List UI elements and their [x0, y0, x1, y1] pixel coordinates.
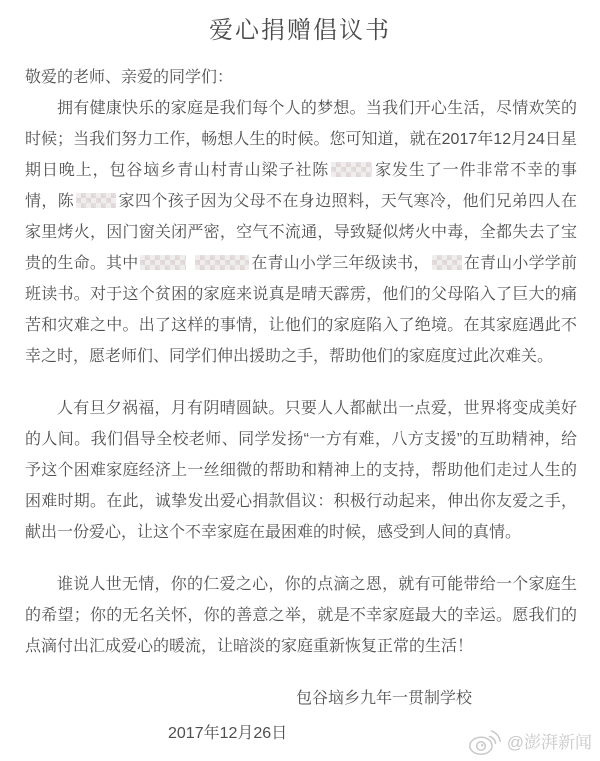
redacted-name — [432, 255, 462, 270]
watermark — [468, 729, 592, 756]
paragraph: 人有旦夕祸福，月有阴晴圆缺。只要人人都献出一点爱，世界将变成美好的人间。我们倡导全校老师、同学发扬“一方有难，八方支援”的互助精神，给予这个困难家庭经济上一丝细微的帮助和精神上的支持，帮助他们走过人生的困难时期。在此，诚挚发出爱心捐款倡议：积极行动起来，伸出你友爱之手，献出一份爱心，让这个不幸家庭在最困难的时候，感受到人间的真情。 — [25, 400, 577, 541]
watermark-text: @澎湃新闻 — [506, 732, 592, 752]
signature-date: 2017年12月26日 — [168, 725, 288, 742]
redacted-name — [76, 193, 116, 208]
weibo-icon — [468, 729, 502, 756]
document-body — [0, 93, 600, 662]
paragraph: 拥有健康快乐的家庭是我们每个人的梦想。当我们开心生活，尽情欢笑的时候；当我们努力工作，畅想人生的时候。您可知道，就在2017年12月24日星期日晚上，包谷垴乡青山村青山梁子社陈 家发生了一件非常不幸的事情，陈 家四个孩子因为父母不在身边照料，天气寒冷，他们兄弟四人在家里烤火，因门窗关闭严密，空气不流通，导致疑似烤火中毒，全都失去了宝贵的生命。其中 在青山小学三年级读书， 在青山小学学前班读书。对于这个贫困的家庭来说真是晴天霹雳，他们的父母陷入了巨大的痛苦和灾难之中。出了这样的事情，让他们的家庭陷入了绝境。在其家庭遇此不幸之时，愿老师们、同学们伸出援助之手，帮助他们的家庭度过此次难关。 — [25, 100, 577, 365]
redacted-name — [195, 255, 249, 270]
paragraph: 谁说人世无情，你的仁爱之心，你的点滴之恩，就有可能带给一个家庭生的希望；你的无名关怀，你的善意之举，就是不幸家庭最大的幸运。愿我们的点滴付出汇成爱心的暖流，让暗淡的家庭重新恢复正常的生活！ — [25, 576, 577, 655]
signature-school: 包谷垴乡九年一贯制学校 — [295, 690, 472, 707]
redacted-name — [331, 162, 372, 177]
salutation: 敬爱的老师、亲爱的同学们： — [25, 69, 234, 86]
redacted-name — [140, 255, 186, 270]
document-title: 爱心捐赠倡议书 — [209, 17, 391, 44]
